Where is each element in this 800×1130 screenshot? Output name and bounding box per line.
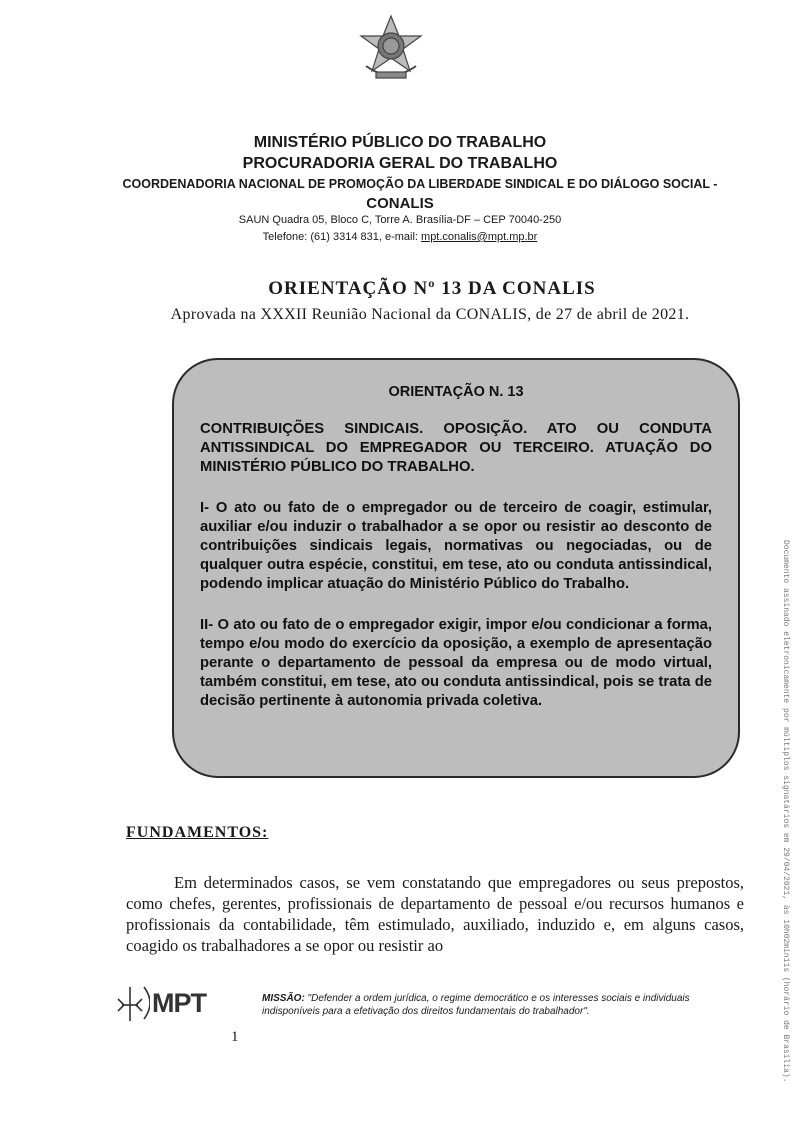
coat-of-arms-seal — [356, 14, 426, 84]
mission-statement — [262, 992, 732, 1018]
page-number: 1 — [231, 1029, 239, 1045]
org-name-conalis: CONALIS — [366, 195, 434, 212]
address-line: SAUN Quadra 05, Bloco C, Torre A. Brasília-DF – CEP 70040-250 — [238, 214, 562, 226]
email-link[interactable]: mpt.conalis@mpt.mp.br — [421, 231, 538, 243]
orientation-item-1: I- O ato ou fato de o empregador ou de terceiro de coagir, estimular, auxiliar e/ou induzir o trabalhador a se opor ou resistir ao desconto de contribuições sindicais legais, normativas ou negociadas, ou de qualquer outra espécie, constitui, em tese, ato ou conduta antissindical, podendo implicar atuação do Ministério Público do Trabalho. — [200, 500, 712, 592]
org-name-ministry: MINISTÉRIO PÚBLICO DO TRABALHO — [253, 134, 547, 151]
contact-line — [0, 231, 800, 243]
orientation-box-title: ORIENTAÇÃO N. 13 — [388, 384, 524, 400]
org-name-procuradoria: PROCURADORIA GERAL DO TRABALHO — [242, 155, 558, 172]
document-title: ORIENTAÇÃO Nº 13 DA CONALIS — [268, 278, 596, 299]
orientation-item-2: II- O ato ou fato de o empregador exigir, impor e/ou condicionar a forma, tempo e/ou modo do exercício da oposição, a exemplo de apresentação perante o departamento de pessoal da empresa ou de modo virtual, também constitui, em tese, ato ou conduta antissindical, pois se trata de decisão pertinente à autonomia privada coletiva. — [200, 617, 712, 709]
mpt-logo-icon — [110, 983, 150, 1023]
signature-side-note — [778, 540, 792, 1120]
org-name-coordenadoria: COORDENADORIA NACIONAL DE PROMOÇÃO DA LIBERDADE SINDICAL E DO DIÁLOGO SOCIAL - — [122, 177, 718, 191]
signature-side-note-text: Documento assinado eletronicamente por múltiplos signatários em 29/04/2021, às 10h02min11s (horário de Brasília). — [781, 540, 790, 1083]
mission-text: "Defender a ordem jurídica, o regime democrático e os interesses sociais e individuais indisponíveis para a efetivação dos direitos fundamentais do trabalhador". — [262, 993, 690, 1017]
phone-text: Telefone: (61) 3314 831, e-mail: — [262, 231, 422, 243]
orientation-box — [172, 358, 740, 778]
orientation-subject: CONTRIBUIÇÕES SINDICAIS. OPOSIÇÃO. ATO OU CONDUTA ANTISSINDICAL DO EMPREGADOR OU TERCEIRO. ATUAÇÃO DO MINISTÉRIO PÚBLICO DO TRABALHO. — [200, 421, 712, 475]
fundamentos-heading: FUNDAMENTOS: — [126, 824, 269, 841]
approval-note: Aprovada na XXXII Reunião Nacional da CONALIS, de 27 de abril de 2021. — [170, 306, 690, 323]
mission-label: MISSÃO: — [262, 993, 305, 1004]
mpt-logo-text: MPT — [152, 988, 206, 1018]
fundamentos-paragraph: Em determinados casos, se vem constatando que empregadores ou seus prepostos, como chefes, gerentes, profissionais de departamento de pessoal e/ou recursos humanos e profissionais da contabilidade, têm estimulado, auxiliado, induzido e, em alguns casos, coagido os trabalhadores a se opor ou resistir ao — [126, 873, 744, 955]
